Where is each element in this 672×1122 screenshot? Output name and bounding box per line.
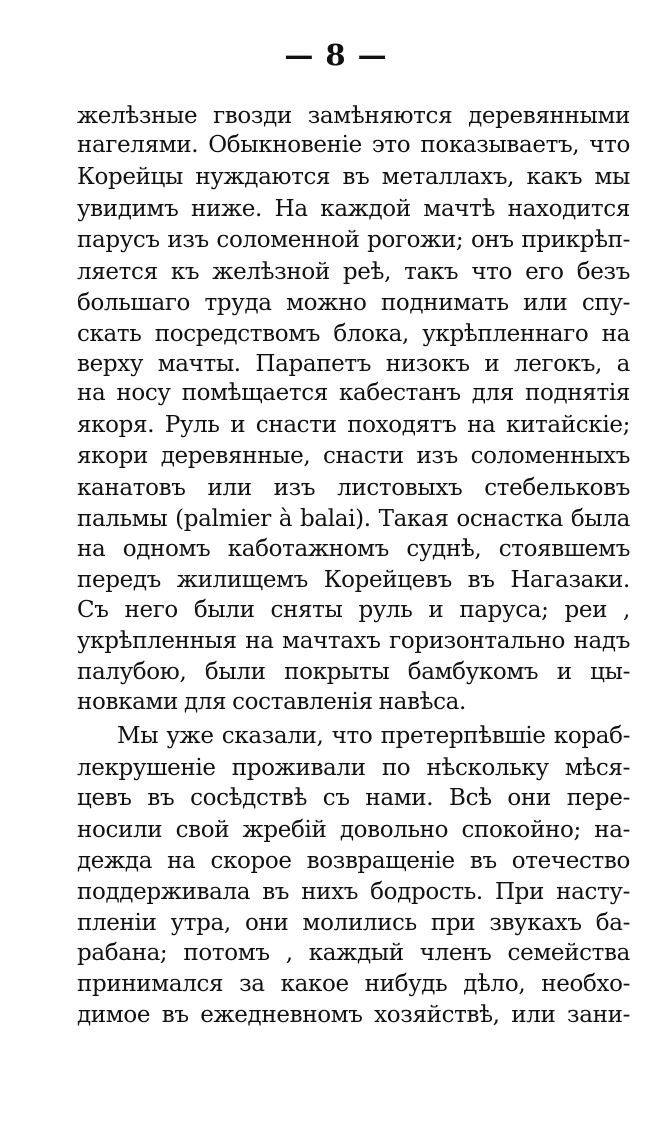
text-line: цевъ въ сосѣдствѣ съ нами. Всѣ они пере- [77, 785, 630, 811]
page-number: — 8 — [284, 38, 388, 72]
text-line: на носу помѣщается кабестанъ для поднятія [77, 380, 630, 406]
text-line: верху мачты. Парапетъ низокъ и легокъ, а [77, 351, 630, 377]
text-line: нагелями. Обыкновеніе это показываетъ, что [77, 132, 630, 158]
text-line: носили свой жребій довольно спокойно; на- [77, 817, 630, 843]
text-line: на одномъ каботажномъ суднѣ, стоявшемъ [77, 536, 630, 562]
text-line: ляется къ желѣзной реѣ, такъ что его безъ [77, 259, 630, 285]
text-line: якоря. Руль и снасти походятъ на китайскіе; [77, 412, 630, 438]
text-line: скать посредствомъ блока, укрѣпленнаго на [77, 321, 630, 347]
text-line: палубою, были покрыты бамбукомъ и цы- [77, 659, 630, 685]
text-line: Корейцы нуждаются въ металлахъ, какъ мы [77, 164, 630, 190]
text-line: большаго труда можно поднимать или спу- [77, 290, 630, 316]
text-line: передъ жилищемъ Корейцевъ въ Нагазаки. [77, 567, 630, 593]
text-line: желѣзные гвозди замѣняются деревянными [77, 103, 630, 129]
text-line: канатовъ или изъ листовыхъ стебельковъ [77, 475, 630, 501]
text-line: рабана; потомъ , каждый членъ семейства [77, 940, 630, 966]
text-line: лекрушеніе проживали по нѣскольку мѣся- [77, 755, 630, 781]
text-line: пальмы (palmier à balai). Такая оснастка была [77, 506, 630, 532]
text-line: увидимъ ниже. На каждой мачтѣ находится [77, 196, 630, 222]
text-line: Мы уже сказали, что претерпѣвшіе кораб- [117, 723, 630, 749]
text-line: димое въ ежедневномъ хозяйствѣ, или зани- [77, 1002, 630, 1028]
text-line: пленіи утра, они молились при звукахъ ба- [77, 910, 630, 936]
text-line: новками для составленія навѣса. [77, 689, 466, 715]
text-line: принимался за какое нибудь дѣло, необхо- [77, 971, 630, 997]
text-line: Съ него были сняты руль и паруса; реи , [77, 597, 630, 623]
text-line: якори деревянные, снасти изъ соломенныхъ [77, 443, 630, 469]
text-line: укрѣпленныя на мачтахъ горизонтально надъ [77, 628, 630, 654]
text-line: дежда на скорое возвращеніе въ отечество [77, 848, 630, 874]
text-line: поддерживала въ нихъ бодрость. При насту- [77, 879, 630, 905]
text-line: парусъ изъ соломенной рогожи; онъ прикрѣп- [77, 227, 630, 253]
